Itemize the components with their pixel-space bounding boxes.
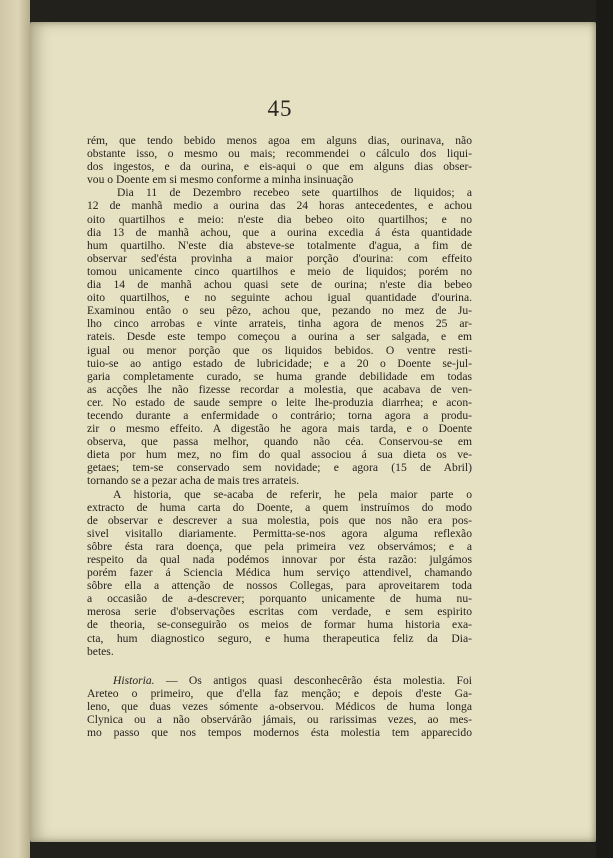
text-line: dia 13 de manhã achou, que a ourina excedia á ésta quantidade — [87, 225, 472, 239]
text-line: tecendo durante a enfermidade o contrário; torna agora a produ- — [87, 408, 472, 422]
text-line: sôbre ésta rara doença, que pela primeira vez observámos; e a — [87, 539, 472, 553]
paragraph-gap — [87, 658, 472, 674]
paragraph-4 — [87, 674, 472, 739]
text-line: dos ingestos, e da ourina, e eis-aqui o que em alguns dias obser- — [87, 160, 472, 174]
text-line: vou o Doente em si mesmo conforme a minha insinuação — [87, 173, 354, 187]
section-heading: Historia. — [113, 673, 155, 687]
text-line: tornando se a pezar acha de mais tres arrateis. — [87, 474, 300, 488]
text-line: mo passo que nos tempos modernos ésta molestia tem apparecido — [87, 726, 472, 740]
paragraph-3 — [87, 488, 472, 658]
text-line: leno, que duas vezes sómente a-observou. Médicos de huma longa — [87, 699, 472, 713]
text-line — [87, 674, 472, 687]
page-text — [87, 134, 472, 739]
text-line: porém fazer á Sciencia Médica hum serviço attendivel, chamando — [87, 566, 472, 580]
text-line: sôbre ella a attenção de nossos Collegas, para aproveitarem toda — [87, 579, 472, 593]
text-line: garia completamente curado, se huma grande debilidade em todas — [87, 369, 472, 383]
text-line: respeito da qual nada podémos innovar por ésta razão: julgámos — [87, 553, 472, 566]
text-line: hum quartilho. N'este dia absteve-se totalmente d'agua, a fim de — [87, 238, 472, 252]
left-page-edge — [0, 0, 30, 858]
text-line: observa, que passa melhor, quando não céa. Conservou-se em — [87, 435, 472, 449]
page-number: 45 — [267, 96, 293, 121]
text-line: merosa serie d'observações escritas com verdade, e sem espirito — [87, 605, 472, 619]
text-line: cta, hum diagnostico seguro, e huma therapeutica feliz da Dia- — [87, 631, 472, 645]
text-line: lho cinco arrobas e vinte arrateis, tinha agora de menos 25 ar- — [87, 317, 472, 331]
text-line: obstante isso, o mesmo ou mais; recommendei o cálculo dos liqui- — [87, 147, 472, 161]
text-line: rém, que tendo bebido menos agoa em alguns dias, ourinava, não — [87, 134, 472, 147]
text-line: Examinou então o seu pêzo, achou que, pezando no mez de Ju- — [87, 304, 472, 318]
text-line: observar sed'ésta provinha a maior porção d'ourina: com effeito — [87, 251, 472, 265]
paragraph-1 — [87, 134, 472, 186]
text-line: oito quartilhos e meio: n'este dia bebeo oito quartilhos; e no — [87, 212, 472, 226]
text-line: de observar e descrever a sua molestia, pois que nos não era pos- — [87, 513, 472, 527]
text-line: oito quartilhos, e no seguinte achou igual quantidade d'ourina. — [87, 291, 472, 305]
right-page-edge — [596, 0, 613, 858]
text-line: zir o mesmo effeito. A digestão he agora mais tarda, e o Doente — [87, 422, 472, 436]
text-line: tuio-se ao antigo estado de lubricidade; e a 20 o Doente se-jul- — [87, 356, 472, 370]
text-line: a occasião de a-descrever; porquanto unicamente de huma nu- — [87, 592, 472, 606]
text-line: Clynica ou a não observárão jámais, ou rarissimas vezes, ao mes- — [87, 713, 472, 727]
text-line: dieta por hum mez, no fim do qual associou á sua dieta os ve- — [87, 448, 472, 462]
text-line: getaes; tem-se conservado sem novidade; e agora (15 de Abril) — [87, 461, 472, 475]
text-line: rateis. Desde este tempo começou a ourina a ser salgada, e em — [87, 330, 472, 344]
text-line: Dia 11 de Dezembro recebeo sete quartilhos de liquidos; a — [117, 186, 472, 200]
text-line: A historia, que se-acaba de referir, he pela maior parte o — [113, 487, 472, 501]
text-line: cer. No estado de saude sempre o leite lhe-produzia diarrhea; e acon- — [87, 395, 472, 409]
text-line: de theoria, se-conseguirão os meios de formar huma historia exa- — [87, 618, 472, 632]
text-line: dia 14 de manhã achou quasi sete de ourina; n'este dia bebeo — [87, 278, 472, 292]
text-line: igual ou menor porção que os liquidos bebidos. O ventre resti- — [87, 343, 472, 357]
text-line: sivel visitallo diariamente. Permitta-se-nos agora alguma reflexão — [87, 526, 472, 540]
text-line: Areteo o primeiro, que d'ella faz menção; e depois d'este Ga- — [87, 686, 472, 700]
text-line: 12 de manhã medio a ourina das 24 horas antecedentes, e achou — [87, 199, 472, 213]
text-line: as acções lhe não fizesse recordar a molestia, que acabava de ven- — [87, 382, 472, 396]
paragraph-2 — [87, 186, 472, 487]
text-fragment: — Os antigos quasi desconhecêrão ésta molestia. Foi — [165, 673, 472, 687]
text-line: extracto de huma carta do Doente, a quem instruímos do modo — [87, 500, 472, 514]
text-line: betes. — [87, 644, 114, 658]
text-line: tomou unicamente cinco quartilhos e meio de liquidos; porém no — [87, 264, 472, 278]
